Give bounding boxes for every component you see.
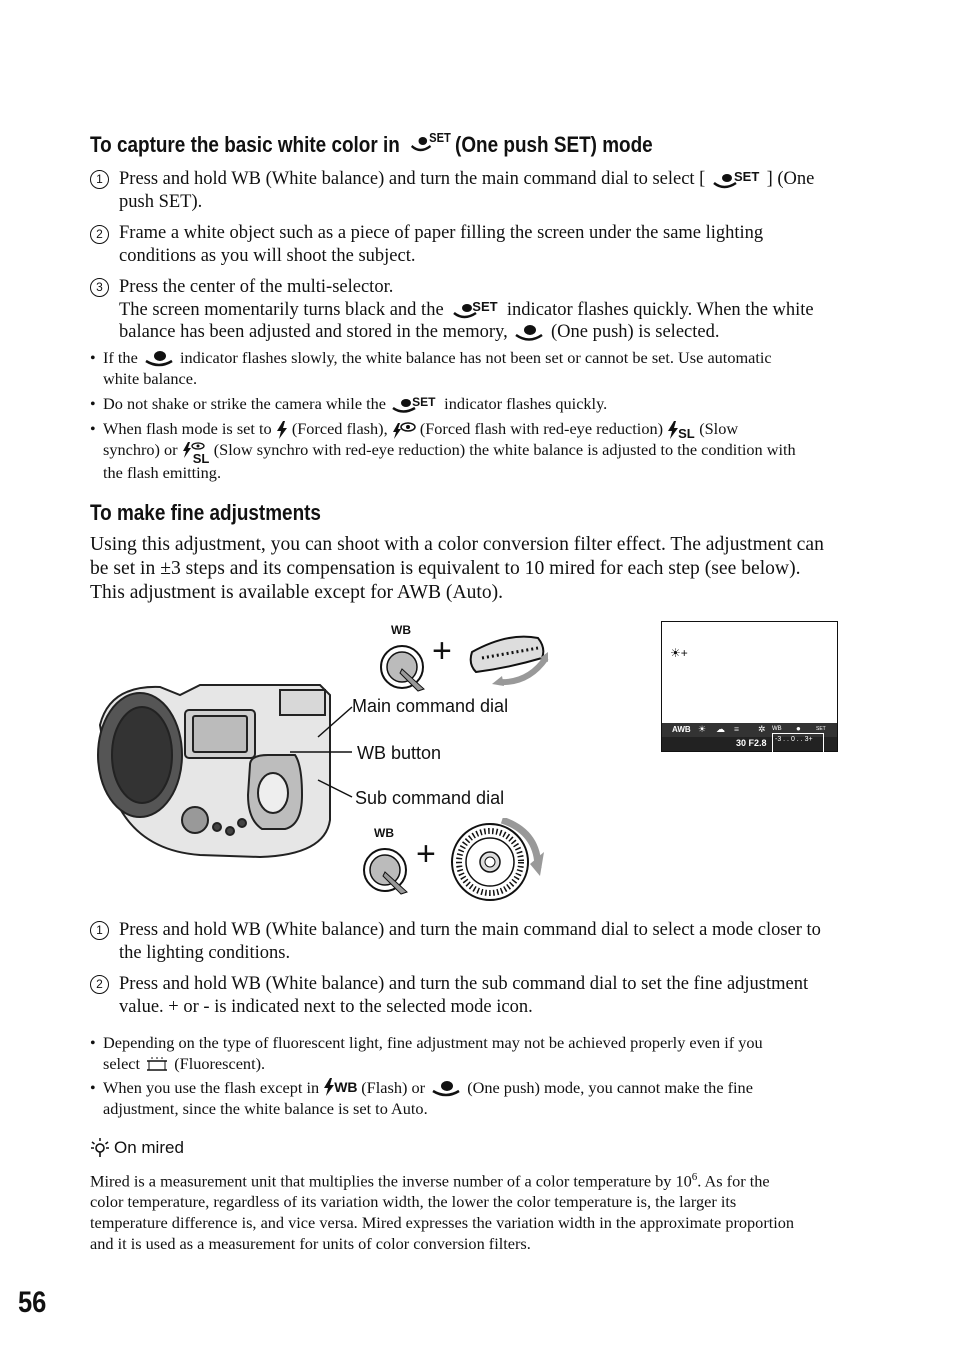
shutter-aperture: 30 F2.8 [736,738,767,748]
step-1-fine-text: Press and hold WB (White balance) and turn the main command dial to select a mode closer to the lighting conditions. [119,920,821,963]
fluorescent-icon [144,1056,170,1074]
section-title-fine-adjustments: To make fine adjustments [90,500,321,525]
plus-sign: + [416,835,436,873]
section-title-one-push: To capture the basic white color in SET (One push SET) mode [90,130,653,157]
step-number: 2 [90,975,109,994]
one-push-set-icon: SET [448,300,502,320]
slow-synchro-icon: SL [667,421,695,439]
flash-wb-icon: WB [323,1080,357,1098]
step-number: 2 [90,225,109,244]
step-2-text: Frame a white object such as a piece of paper filling the screen under the same lighting conditions as you will shoot the subject. [119,223,764,266]
one-push-icon [512,323,546,343]
one-push-icon: ● [796,724,801,733]
wb-button-label-bottom: WB [374,826,394,840]
sub-command-dial-icon [450,818,546,909]
flash-wb-icon: WB [772,726,782,732]
plus-sign: + [432,632,452,670]
lcd-screen [661,621,838,752]
awb-icon: AWB [672,725,691,734]
flash-icon [276,421,288,439]
one-push-icon [142,350,176,368]
intro-paragraph: Using this adjustment, you can shoot with a color conversion filter effect. The adjustment can be set in ±3 steps and its compensation is equivalent to 10 mired for each step (see below). This adjustment is available except for AWB (Auto). [90,534,824,603]
fine-adjust-scale: -3 . . 0 . . 3+ [772,733,824,753]
sun-plus-icon: ☀+ [670,646,688,660]
daylight-icon: ☀ [698,724,707,734]
note-fluorescent: Depending on the type of fluorescent light, fine adjustment may not be achieved properly even if you select (Fluorescent). [103,1033,763,1073]
note-flashes-slowly: If the indicator flashes slowly, the white balance has not been set or cannot be set. Use automatic white balance. [103,348,772,389]
note-flash-except: When you use the flash except in WB (Flash) or (One push) mode, you cannot make the fine adjustment, since the white balance is set to Auto. [103,1078,753,1119]
step-number: 1 [90,921,109,940]
bullet: • [90,396,96,413]
lightbulb-icon [90,1137,110,1159]
tip-body: Mired is a measurement unit that multiplies the inverse number of a color temperature by $10^6$. As for the color temperature, regardless of its variation width, the lower the color temperature is, the larger its temperature difference is, and vice versa. Mired expresses the variation width in the approximate proportion and it is used as a measurement for units of color conversion filters. [90,1171,795,1254]
one-push-set-icon: SET [405,132,450,154]
one-push-set-icon: SET [710,170,762,190]
cloudy-icon: ☁ [716,724,725,734]
lcd-info-bar [662,737,837,751]
tip-header [90,1137,184,1159]
note-flash-mode: When flash mode is set to (Forced flash), (Forced flash with red-eye reduction) SL (Slow synchro) or SL (Slow synchro with red-eye reduction) the white balance is adjusted to the condition with the flash emitting. [103,419,796,482]
tip-title: On mired [114,1138,184,1157]
note-do-not-shake: Do not shake or strike the camera while the SET indicator flashes quickly. [103,394,608,413]
fluorescent-icon: ≡ [734,724,740,734]
red-eye-flash-icon [392,421,416,439]
slow-synchro-red-eye-icon: SL [182,442,210,462]
incandescent-icon: ✲ [758,724,766,734]
one-push-set-icon: SET [816,726,826,732]
step-number: 3 [90,278,109,297]
step-number: 1 [90,170,109,189]
wb-button-label-top: WB [391,623,411,637]
step-1-text: Press and hold WB (White balance) and turn the main command dial to select [ SET ] (One push SET). [119,168,815,212]
step-2-fine-text: Press and hold WB (White balance) and turn the sub command dial to set the fine adjustment value. + or - is indicated next to the selected mode icon. [119,974,809,1017]
main-command-dial-label: Main command dial [352,696,509,716]
wb-button-label: WB button [357,743,442,763]
bullet: • [90,350,96,367]
one-push-icon [429,1080,463,1098]
page-number: 56 [18,1286,47,1319]
bullet: • [90,1035,96,1052]
camera-body [98,685,330,857]
wb-button-icon [380,645,430,700]
sub-command-dial-label: Sub command dial [355,788,505,808]
bullet: • [90,1080,96,1097]
step-3-text: Press the center of the multi-selector. The screen momentarily turns black and the SET indicator flashes quickly. When the white balance has been adjusted and stored in the memory, (One push) is selected. [119,277,814,342]
main-command-dial-icon [468,628,550,693]
bullet: • [90,421,96,438]
wb-button-icon [363,848,413,903]
one-push-set-icon: SET [390,396,440,414]
